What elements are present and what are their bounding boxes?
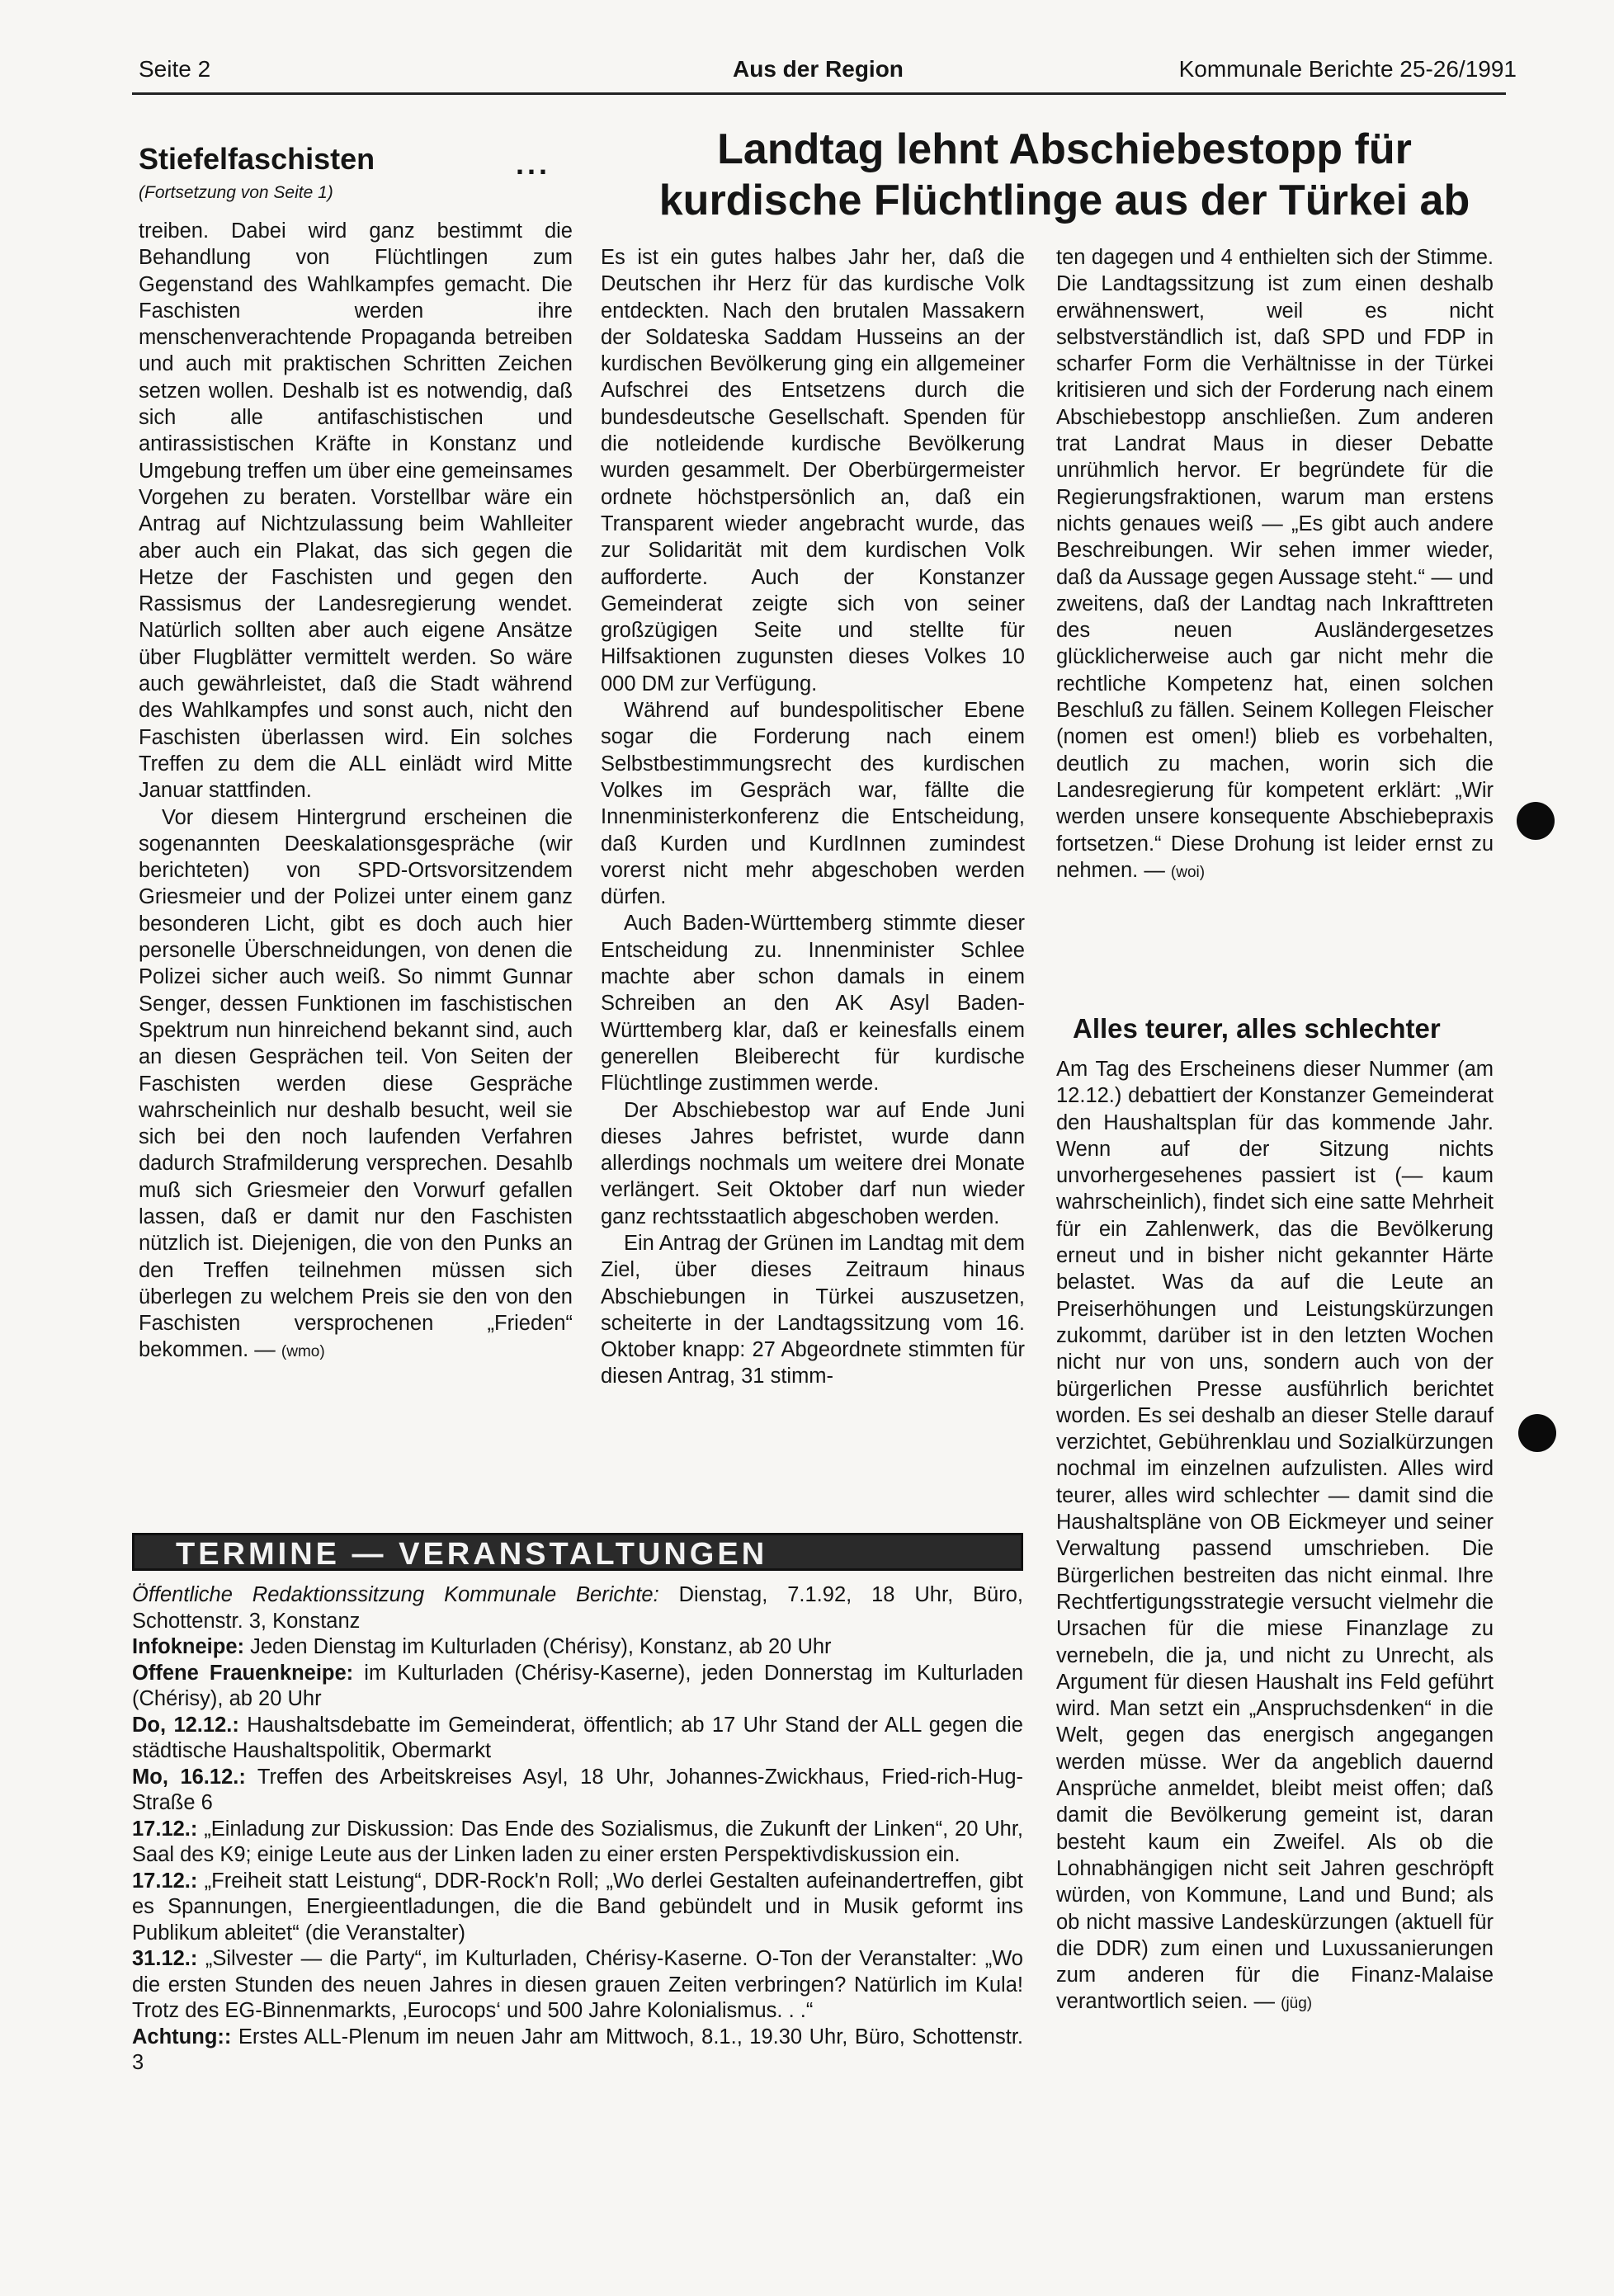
termine-entry-text: Jeden Dienstag im Kulturladen (Chérisy), Konstanz, ab 20 Uhr	[244, 1635, 832, 1658]
termine-entry	[132, 1817, 1023, 1869]
signature: (woi)	[1170, 863, 1206, 881]
section-title: Aus der Region	[733, 56, 904, 82]
termine-entry	[132, 1869, 1023, 1947]
termine-entry	[132, 1582, 1023, 1634]
termine-entry	[132, 1765, 1023, 1817]
termine-banner	[132, 1533, 1023, 1571]
termine-entry-text: Treffen des Arbeitskreises Asyl, 18 Uhr, Johannes-Zwickhaus, Fried-rich-Hug-Straße 6	[132, 1765, 1023, 1814]
termine-entry-label: 17.12.:	[132, 1869, 198, 1893]
paragraph: treiben. Dabei wird ganz bestimmt die Behandlung von Flüchtlingen zum Gegenstand des Wahlkampfes gemacht. Die Faschisten werden ihre menschenverachtende Propaganda betreiben und auch mit praktischen Schritten Zeichen setzen wollen. Deshalb ist es notwendig, daß sich alle antifaschistischen und antirassistischen Kräfte in Konstanz und Umgebung treffen um über eine gemeinsames Vorgehen zu beraten. Vorstellbar wäre ein Antrag auf Nichtzulassung beim Wahlleiter aber auch ein Plakat, das sich gegen die Hetze der Faschisten und gegen den Rassismus der Landesregierung wendet. Natürlich sollten aber auch eigene Ansätze über Flugblätter vermittelt werden. So wäre auch gewährleistet, daß die Stadt während des Wahlkampfes und sonst auch, nicht den Faschisten überlassen wird. Ein solches Treffen zu dem die ALL einlädt wird Mitte Januar stattfinden.	[139, 219, 573, 803]
termine-entry-label: Do, 12.12.:	[132, 1713, 239, 1737]
paragraph: Während auf bundespolitischer Ebene sogar die Forderung nach einem Selbstbestimmungsrecht des kurdischen Volkes im Gespräch war, fällte die Innenministerkonferenz die Entscheidung, daß Kurden und KurdInnen zumindest vorerst nicht mehr abgeschoben werden dürfen.	[601, 699, 1025, 909]
paragraph: Der Abschiebestop war auf Ende Juni dieses Jahres befristet, wurde dann allerdings nochmals um weitere drei Monate verlängert. Seit Oktober darf nun wieder ganz rechtsstaatlich abgeschoben werden.	[601, 1098, 1025, 1228]
paragraph: Es ist ein gutes halbes Jahr her, daß die Deutschen ihr Herz für das kurdische Volk entdeckten. Nach den brutalen Massakern der Soldateska Saddam Husseins an der kurdischen Bevölkerung ging ein allgemeiner Aufschrei des Entsetzens durch die bundesdeutsche Gesellschaft. Spenden für die notleidende kurdische Bevölkerung wurden gesammelt. Der Oberbürgermeister ordnete höchstpersönlich an, daß ein Transparent wieder angebracht wurde, das zur Solidarität mit dem kurdischen Volk aufforderte. Auch der Konstanzer Gemeinderat zeigte sich von seiner großzügigen Seite und stellte für Hilfsaktionen zugunsten dieses Volkes 10 000 DM zur Verfügung.	[601, 246, 1025, 695]
termine-entry-label: 31.12.:	[132, 1947, 198, 1970]
signature: (jüg)	[1281, 1995, 1313, 2013]
termine-entry	[132, 2025, 1023, 2077]
article-left-title: Stiefelfaschisten	[139, 142, 375, 176]
termine-entry-label: Infokneipe:	[132, 1635, 245, 1658]
article-right-title: Alles teurer, alles schlechter	[1073, 1013, 1441, 1044]
title-line: Landtag lehnt Abschiebestopp für	[717, 125, 1412, 173]
paragraph: ten dagegen und 4 enthielten sich der Stimme. Die Landtagssitzung ist zum einen deshalb erwähnenswert, weil es nicht selbstverständlich ist, daß SPD und FDP in scharfer Form die Verhältnisse in der Türkei kritisieren und sich der Forderung nach einem Abschiebestopp anschließen. Zum anderen trat Landrat Maus in dieser Debatte unrühmlich hervor. Er begründete für die Regierungsfraktionen, warum man erstens nichts genaues weiß — „Es gibt auch andere Beschreibungen. Wir sehen immer wieder, daß da Aussage gegen Aussage steht.“ — und zweitens, daß der Landtag nach Inkrafttreten des neuen Ausländergesetzes glücklicherweise auch gar nicht mehr die rechtliche Kompetenz hat, einen solchen Beschluß zu fällen. Seinem Kollegen Fleischer (nomen est omen!) blieb es vorbehalten, deutlich zu machen, worin sich die Landesregierung für kompetent erklärt: „Wir werden unsere konsequente Abschiebepraxis fortsetzen.“ Diese Drohung ist leider ernst zu nehmen. —	[1056, 246, 1494, 882]
termine-entry-label: 17.12.:	[132, 1817, 198, 1841]
article-right-body	[1056, 1056, 1494, 2018]
termine-entry-text: Dienstag, 7.1.92, 18 Uhr, Büro, Schottenstr. 3, Konstanz	[132, 1583, 1024, 1633]
termine-entry	[132, 1661, 1023, 1713]
punch-hole	[1517, 802, 1555, 840]
paragraph: Am Tag des Erscheinens dieser Nummer (am 12.12.) debattiert der Konstanzer Gemeinderat den Haushaltsplan für das kommende Jahr. Wenn auf der Sitzung nichts unvorhergesehenes passiert ist (— kaum wahrscheinlich), findet sich eine satte Mehrheit für ein Zahlenwerk, das die Bevölkerung erneut und in bisher nicht gekannter Härte belastet. Was da auf die Leute an Preiserhöhungen und Leistungskürzungen zukommt, darüber ist in den letzten Wochen nicht nur von uns, sondern auch von der bürgerlichen Presse ausführlich berichtet worden. Es sei deshalb an dieser Stelle darauf verzichtet, Gebührenklau und Sozialkürzungen nochmal im einzelnen aufzulisten. Alles wird teurer, alles wird schlechter — damit sind die Haushaltspläne von OB Eickmeyer und seiner Verwaltung passend umschrieben. Die Bürgerlichen bestreiten das nicht einmal. Ihre Rechtfertigungsstrategie versucht vielmehr die Ursachen für die miese Finanzlage zu vernebeln, die ja, und nicht zu Unrecht, als Argument für diesen Haushalt ins Feld geführt wird. Man setzt ein „Anspruchsdenken“ in die Welt, gegen das energisch angegangen werden müsse. Wer da angeblich dauernd Ansprüche anmeldet, bleibt meist offen; daß damit die Bevölkerung gemeint ist, daran besteht kaum ein Zweifel. Als ob die Lohnabhängigen nicht seit Jahren geschröpft würden, von Kommune, Land und Bund; als ob nicht massive Landeskürzungen (aktuell für die DDR) zum einen und Luxussanierungen zum anderen für die Finanz-Malaise verantwortlich seien. —	[1056, 1058, 1494, 2014]
termine-entry-text: „Silvester — die Party“, im Kulturladen, Chérisy-Kaserne. O-Ton der Veranstalter: „Wo die ersten Stunden des neuen Jahres in diesen grauen Zeiten verbringen? Natürlich im Kula! Trotz des EG-Binnenmarkts, ‚Eurocops‘ und 500 Jahre Kolonialismus. . .“	[132, 1947, 1023, 2022]
termine-entry-label: Mo, 16.12.:	[132, 1765, 246, 1789]
termine-entry-text: Erstes ALL-Plenum im neuen Jahr am Mittwoch, 8.1., 19.30 Uhr, Büro, Schottenstr. 3	[132, 2025, 1023, 2074]
termine-entry-text: Haushaltsdebatte im Gemeinderat, öffentlich; ab 17 Uhr Stand der ALL gegen die städtische Haushaltspolitik, Obermarkt	[132, 1713, 1023, 1762]
article-main-col1	[601, 244, 1025, 1390]
publication-title: Kommunale Berichte 25-26/1991	[1178, 56, 1517, 82]
termine-list	[132, 1582, 1023, 2077]
termine-entry-label: Offene Frauenkneipe:	[132, 1661, 354, 1685]
paragraph: Auch Baden-Württemberg stimmte dieser Entscheidung zu. Innenminister Schlee machte aber schon damals in einem Schreiben an den AK Asyl Baden-Württemberg klar, daß er keinesfalls einem generellen Bleiberecht für kurdische Flüchtlinge zustimmen werde.	[601, 912, 1025, 1096]
termine-entry	[132, 1713, 1023, 1765]
article-left-continued: (Fortsetzung von Seite 1)	[139, 183, 333, 202]
article-main-title	[611, 124, 1518, 226]
title-line: kurdische Flüchtlinge aus der Türkei ab	[658, 177, 1470, 224]
header-rule	[132, 92, 1506, 95]
article-left-body	[139, 218, 573, 1366]
termine-entry-text: „Einladung zur Diskussion: Das Ende des Sozialismus, die Zukunft der Linken“, 20 Uhr, Saal des K9; einige Leute aus der Linken laden zu einer ersten Perspektivdiskussion ein.	[132, 1817, 1023, 1866]
punch-hole	[1518, 1414, 1556, 1452]
article-main-col2	[1056, 244, 1494, 886]
termine-entry-label: Achtung::	[132, 2025, 232, 2048]
article-left-dots: ...	[516, 147, 551, 181]
termine-entry	[132, 1946, 1023, 2025]
termine-entry-label: Öffentliche Redaktionssitzung Kommunale Berichte:	[132, 1583, 659, 1606]
termine-entry-text: im Kulturladen (Chérisy-Kaserne), jeden Donnerstag im Kulturladen (Chérisy), ab 20 Uhr	[132, 1661, 1023, 1710]
paragraph: Ein Antrag der Grünen im Landtag mit dem Ziel, über dieses Zeitraum hinaus Abschiebungen in Türkei auszusetzen, scheiterte in der Landtagssitzung vom 16. Oktober knapp: 27 Abgeordnete stimmten für diesen Antrag, 31 stimm-	[601, 1231, 1025, 1388]
termine-entry	[132, 1634, 1023, 1661]
paragraph: Vor diesem Hintergrund erscheinen die sogenannten Deeskalationsgespräche (wir berichteten) von SPD-Ortsvorsitzendem Griesmeier und der Polizei unter einem ganz besonderen Licht, gibt es doch auch hier personelle Überschneidungen, von denen die Polizei sicher auch weiß. So nimmt Gunnar Senger, dessen Funktionen im faschistischen Spektrum nun hinreichend bekannt sind, auch an diesen Gesprächen teil. Von Seiten der Faschisten werden diese Gespräche wahrscheinlich nur deshalb besucht, weil sie sich bei den noch laufenden Verfahren dadurch Strafmilderung versprechen. Desahlb muß sich Griesmeier den Vorwurf gefallen lassen, daß er damit nur den Faschisten nützlich ist. Diejenigen, die von den Punks an den Treffen teilnehmen müssen sich überlegen zu welchem Preis sie den von den Faschisten versprochenen „Frieden“ bekommen. —	[139, 805, 573, 1362]
signature: (wmo)	[281, 1343, 325, 1361]
termine-entry-text: „Freiheit statt Leistung“, DDR-Rock'n Roll; „Wo derlei Gestalten aufeinandertreffen, gibt es Spannungen, Energieentladungen, die die Band gebündelt und in Musik geformt ins Publikum ableitet“ (die Veranstalter)	[132, 1869, 1023, 1945]
page-number: Seite 2	[139, 56, 211, 82]
page-header	[139, 50, 1517, 92]
termine-banner-label: TERMINE — VERANSTALTUNGEN	[176, 1537, 768, 1571]
